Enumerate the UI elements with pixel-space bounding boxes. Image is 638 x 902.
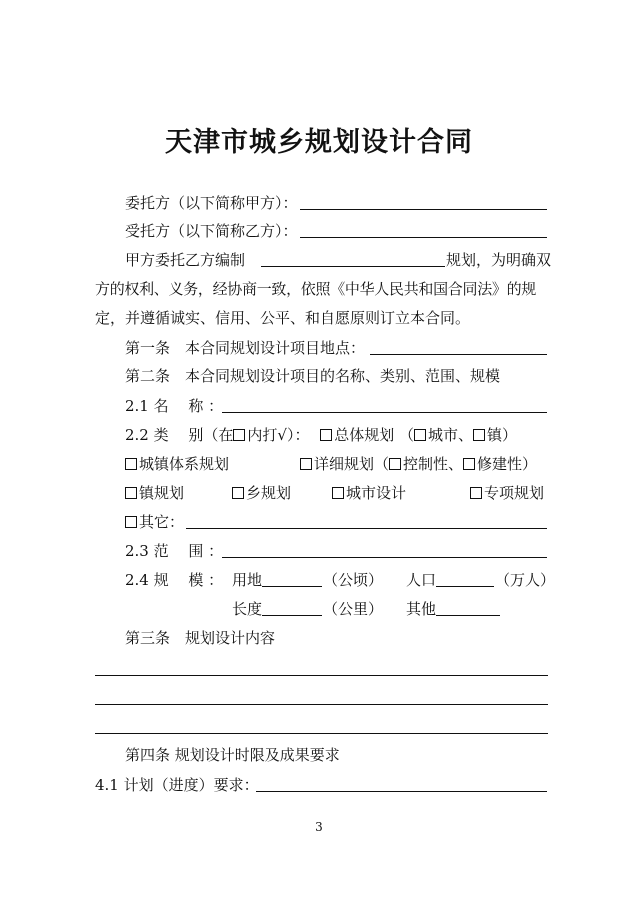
general-plan-checkbox[interactable]: [320, 429, 332, 441]
option-detailed: [300, 455, 537, 473]
project-name-field[interactable]: [222, 412, 547, 413]
village-plan-label: 乡规划: [246, 484, 292, 502]
other-label: 其它：: [139, 513, 185, 531]
project-location-field[interactable]: [370, 354, 547, 355]
village-plan-checkbox[interactable]: [232, 487, 244, 499]
article-1: 第一条 本合同规划设计项目地点：: [125, 339, 366, 357]
length-field[interactable]: [262, 615, 322, 616]
article-4: 第四条 规划设计时限及成果要求: [125, 746, 340, 764]
content-line-3[interactable]: [95, 733, 548, 734]
article-3: 第三条 规划设计内容: [125, 629, 276, 647]
others-label: 其他: [406, 600, 437, 618]
town-checkbox[interactable]: [473, 429, 485, 441]
special-plan-label: 专项规划: [484, 484, 545, 502]
schedule-label: 4.1 计划（进度）要求：: [95, 776, 259, 794]
system-plan-label: 城镇体系规划: [139, 455, 230, 473]
option-townplan: [125, 484, 184, 502]
city-checkbox[interactable]: [414, 429, 426, 441]
km-unit: （公里）: [323, 600, 384, 618]
page-number: 3: [315, 820, 323, 834]
town-plan-checkbox[interactable]: [125, 487, 137, 499]
detailed-plan-label: 详细规划（: [314, 455, 390, 473]
category-label: 2.2 类 别（在: [125, 426, 234, 444]
option-other: [125, 513, 184, 531]
wan-unit: （万人）: [495, 571, 556, 589]
category-label-2: 内打√）：: [247, 426, 310, 444]
party-b-label: 受托方（以下简称乙方）：: [125, 222, 298, 240]
town-label: 镇）: [487, 426, 518, 444]
scope-label: 2.3 范 围 ：: [125, 542, 224, 560]
control-checkbox[interactable]: [389, 458, 401, 470]
intro-line-1a: 甲方委托乙方编制: [125, 251, 246, 269]
schedule-field[interactable]: [256, 791, 547, 792]
option-village: [232, 484, 291, 502]
content-line-2[interactable]: [95, 704, 548, 705]
land-field[interactable]: [262, 586, 322, 587]
party-b-field[interactable]: [300, 237, 547, 238]
name-label: 2.1 名 称 ：: [125, 397, 224, 415]
intro-line-2: 方的权利、义务，经协商一致，依照《中华人民共和国合同法》的规: [95, 280, 537, 298]
urban-design-label: 城市设计: [346, 484, 407, 502]
urban-design-checkbox[interactable]: [332, 487, 344, 499]
option-urban: [332, 484, 406, 502]
plan-name-field[interactable]: [261, 266, 445, 267]
city-label: 城市、: [428, 426, 474, 444]
general-plan-label: 总体规划 （: [334, 426, 415, 444]
party-a-field[interactable]: [300, 209, 547, 210]
detailed-plan-checkbox[interactable]: [300, 458, 312, 470]
town-plan-label: 镇规划: [139, 484, 185, 502]
content-line-1[interactable]: [95, 675, 548, 676]
scale-label: 2.4 规 模 ：: [125, 571, 224, 589]
control-label: 控制性、: [403, 455, 464, 473]
intro-line-3: 定，并遵循诚实、信用、公平、和自愿原则订立本合同。: [95, 309, 471, 327]
land-label: 用地: [232, 571, 263, 589]
category-row: [125, 426, 517, 444]
scope-field[interactable]: [222, 557, 547, 558]
other-field[interactable]: [186, 528, 547, 529]
other-checkbox[interactable]: [125, 516, 137, 528]
construct-checkbox[interactable]: [463, 458, 475, 470]
length-label: 长度: [232, 600, 263, 618]
intro-line-1b: 规划，为明确双: [446, 251, 552, 269]
party-a-label: 委托方（以下简称甲方）：: [125, 194, 298, 212]
construct-label: 修建性）: [477, 455, 538, 473]
population-label: 人口: [406, 571, 437, 589]
option-system: [125, 455, 229, 473]
special-plan-checkbox[interactable]: [470, 487, 482, 499]
checkbox-icon: [233, 429, 245, 441]
others-field[interactable]: [436, 615, 500, 616]
article-2: 第二条 本合同规划设计项目的名称、类别、范围、规模: [125, 367, 501, 385]
hectare-unit: （公顷）: [323, 571, 384, 589]
system-plan-checkbox[interactable]: [125, 458, 137, 470]
page-title: 天津市城乡规划设计合同: [165, 127, 473, 158]
option-special: [470, 484, 544, 502]
population-field[interactable]: [436, 586, 494, 587]
